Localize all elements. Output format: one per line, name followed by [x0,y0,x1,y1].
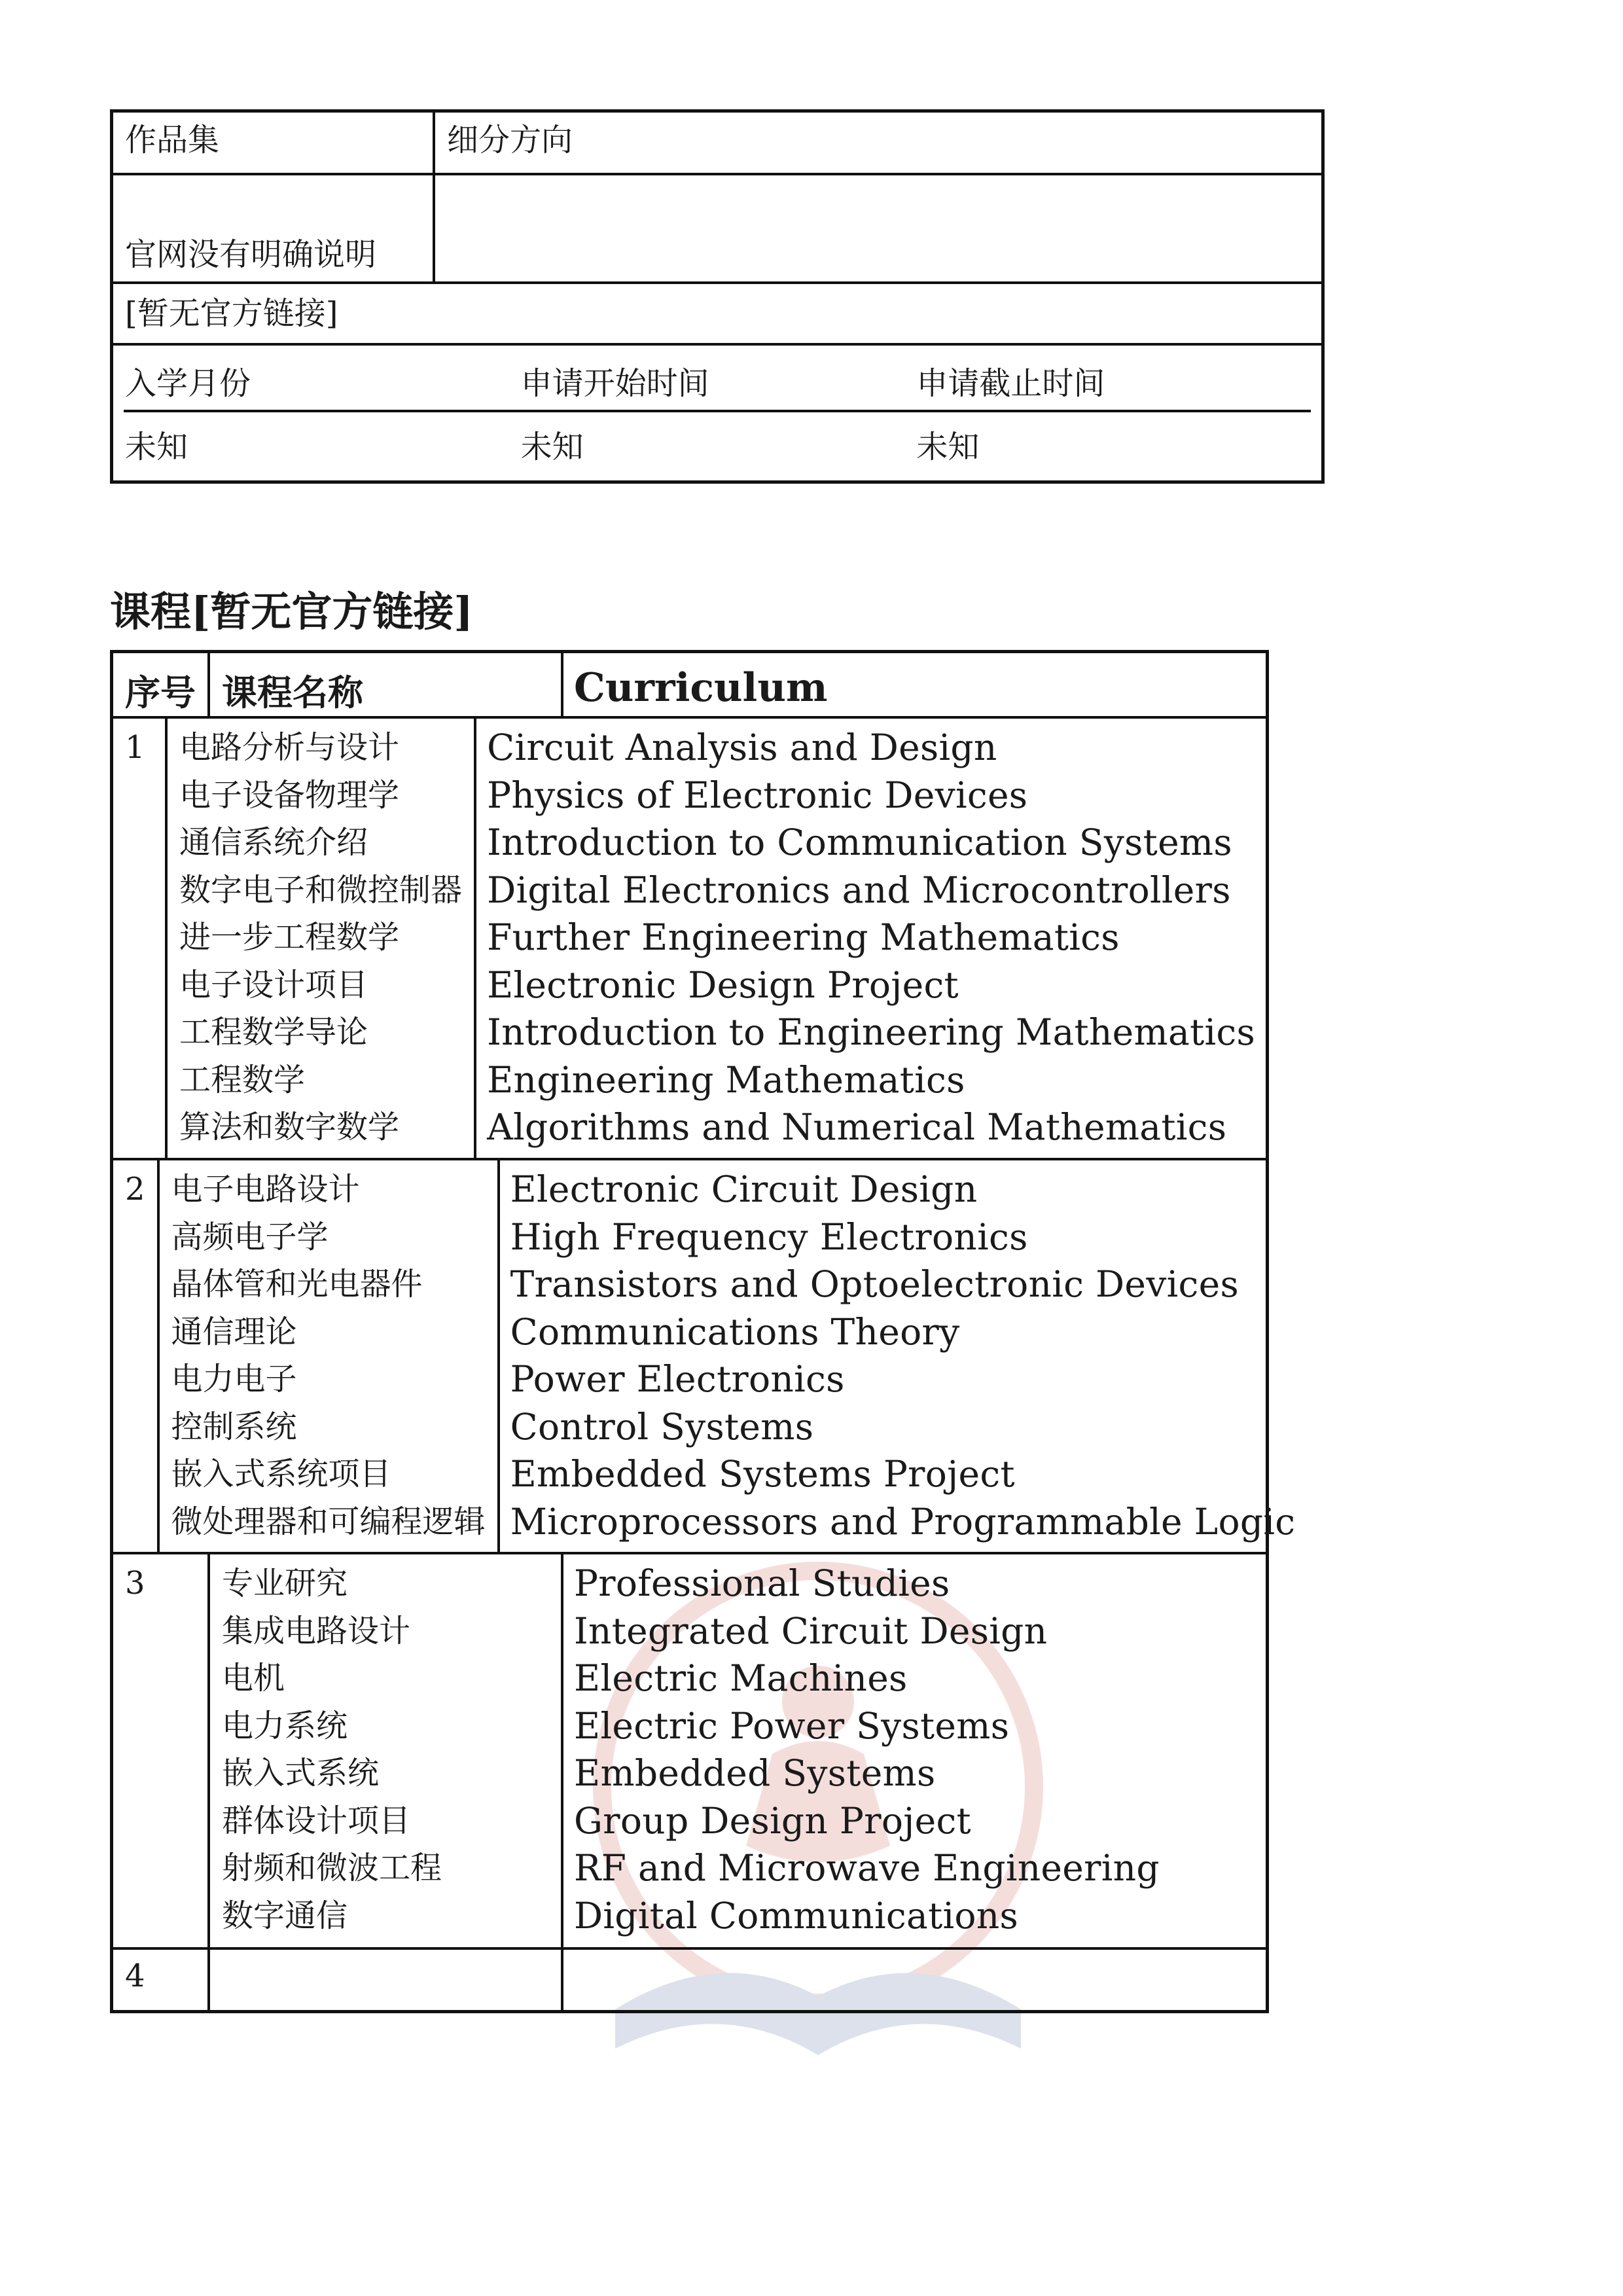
course-name-en: RF and Microwave Engineering [574,1847,1160,1889]
course-names-en [500,1160,1306,1552]
application-open-value: 未知 [520,428,584,465]
group-number: 3 [125,1565,145,1602]
course-name-zh: 集成电路设计 [222,1612,411,1649]
course-name-en: Electronic Design Project [487,963,959,1006]
group-number: 2 [125,1171,145,1208]
course-name-zh: 电力系统 [222,1707,348,1744]
course-name-en: Communications Theory [510,1310,960,1353]
course-name-en: Physics of Electronic Devices [487,774,1028,816]
course-name-zh: 电路分析与设计 [179,729,400,766]
dates-row [113,346,1321,480]
intake-month-label: 入学月份 [125,365,251,402]
course-group-2 [113,1160,1296,1554]
course-name-en: Embedded Systems [574,1752,936,1794]
course-name-zh: 嵌入式系统项目 [171,1456,391,1492]
direction-value [435,175,1321,281]
course-name-zh: 电子电路设计 [171,1171,360,1208]
course-name-en: Electronic Circuit Design [510,1168,978,1210]
col-header-name: 课程名称 [210,653,563,716]
course-name-zh: 嵌入式系统 [222,1755,380,1791]
course-name-zh: 数字通信 [222,1897,348,1934]
application-open-label: 申请开始时间 [520,365,709,402]
course-name-en: Further Engineering Mathematics [487,916,1120,958]
course-name-en: Digital Communications [574,1894,1019,1937]
course-name-zh: 电子设计项目 [179,966,368,1003]
info-value-row [113,175,1321,284]
course-name-zh: 算法和数字数学 [179,1109,400,1145]
official-link-text[interactable]: [暂无官方链接] [125,295,338,332]
course-name-en: Transistors and Optoelectronic Devices [510,1263,1240,1305]
course-name-en: Group Design Project [574,1799,971,1842]
dates-header [124,346,1311,412]
course-names-zh [160,1160,500,1552]
course-names-en [563,1950,1266,2010]
course-name-en: Control Systems [510,1405,814,1448]
portfolio-label: 作品集 [113,113,435,173]
course-name-zh: 数字电子和微控制器 [179,871,463,908]
col-header-curriculum: Curriculum [574,665,828,711]
course-name-en: Digital Electronics and Microcontrollers [487,869,1231,911]
course-name-zh: 通信系统介绍 [179,824,368,861]
course-name-en: Power Electronics [510,1358,845,1400]
course-name-en: Professional Studies [574,1562,950,1604]
courses-section-title: 课程[暂无官方链接] [110,588,473,636]
course-name-zh: 电子设备物理学 [179,776,400,814]
course-group-1 [113,719,1266,1160]
course-names-zh [168,719,476,1158]
course-name-en: Circuit Analysis and Design [487,726,997,768]
course-name-en: Electric Machines [574,1657,908,1699]
application-deadline-value: 未知 [916,428,980,465]
course-table-header [113,653,1266,719]
course-name-en: Microprocessors and Programmable Logic [510,1500,1296,1543]
course-name-zh: 通信理论 [171,1313,297,1350]
course-name-en: Electric Power Systems [574,1704,1010,1747]
course-name-zh: 电机 [222,1660,285,1696]
course-name-zh: 微处理器和可编程逻辑 [171,1503,486,1540]
intake-month-value: 未知 [125,428,188,465]
direction-label: 细分方向 [447,122,573,158]
application-deadline-label: 申请截止时间 [916,365,1105,402]
course-names-zh [210,1950,563,2010]
course-name-en: Introduction to Communication Systems [487,821,1232,863]
course-name-en: Algorithms and Numerical Mathematics [487,1106,1227,1148]
course-name-zh: 电力电子 [171,1361,297,1397]
course-name-zh: 工程数学 [179,1061,306,1098]
group-number: 1 [125,729,145,766]
program-info-table [110,109,1325,484]
course-name-zh: 工程数学导论 [179,1014,368,1050]
info-link-row [113,284,1321,346]
course-group-3 [113,1554,1266,1950]
course-group-4 [113,1950,1266,2010]
info-header-row [113,113,1321,175]
course-name-zh: 控制系统 [171,1408,297,1445]
course-name-zh: 群体设计项目 [222,1802,411,1839]
course-name-en: High Frequency Electronics [510,1215,1028,1258]
course-name-en: Engineering Mathematics [487,1058,965,1101]
col-header-no: 序号 [113,653,210,716]
dates-values [124,412,1311,475]
course-names-en [476,719,1266,1158]
course-name-zh: 专业研究 [222,1565,348,1602]
portfolio-value: 官网没有明确说明 [113,175,435,281]
course-names-en [563,1554,1266,1947]
course-name-en: Embedded Systems Project [510,1453,1015,1495]
course-table [110,650,1296,2013]
course-name-zh: 晶体管和光电器件 [171,1266,423,1302]
course-names-zh [210,1554,563,1947]
course-name-zh: 高频电子学 [171,1218,329,1255]
course-name-en: Introduction to Engineering Mathematics [487,1011,1255,1053]
course-name-en: Integrated Circuit Design [574,1609,1048,1652]
course-name-zh: 进一步工程数学 [179,919,400,956]
group-number: 4 [125,1958,145,1994]
course-name-zh: 射频和微波工程 [222,1850,442,1886]
